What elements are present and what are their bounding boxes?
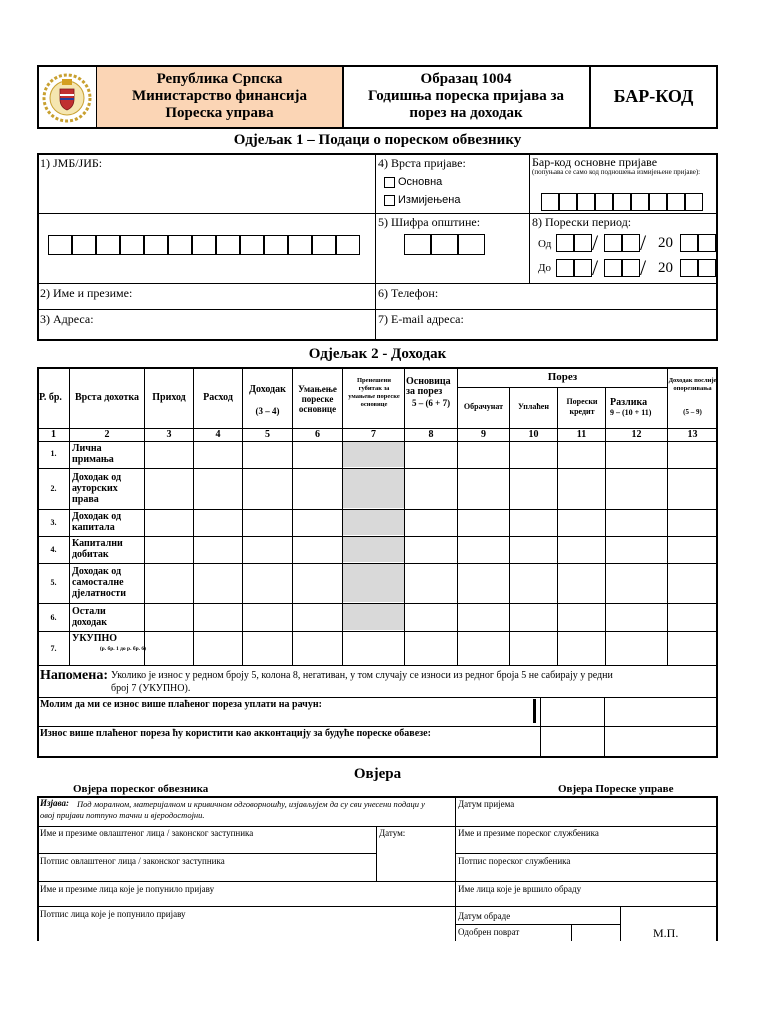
filler-signature-label[interactable]: Потпис лица које је попунило пријаву — [40, 909, 186, 919]
section2-title: Одјељак 2 - Доходак — [308, 346, 447, 362]
col-rb-header: Р. бр. — [39, 392, 62, 403]
advance-input[interactable] — [541, 728, 716, 756]
jmb-label: 1) ЈМБ/ЈИБ: — [40, 156, 103, 170]
col-calculated-header: Обрачунат — [463, 402, 504, 411]
name-label[interactable]: 2) Име и презиме: — [40, 286, 133, 300]
row-label-other: Остали доходак — [72, 606, 107, 628]
row-label-copyright: Доходак од ауторских права — [72, 472, 122, 505]
col-number: 8 — [428, 429, 434, 440]
refund-label: Молим да ми се износ више плаћеног пореза уплати на рачун: — [40, 699, 322, 710]
col-number: 12 — [631, 429, 642, 440]
col-difference-header: Разлика — [610, 397, 648, 408]
advance-label: Износ више плаћеног пореза ћу користити као акконтацију за будуће пореске обавезе: — [40, 728, 431, 739]
col-base-formula: 5 – (6 + 7) — [411, 398, 451, 408]
col-number: 10 — [528, 429, 539, 440]
col-difference-formula: 9 – (10 + 11) — [610, 408, 652, 417]
tax-period-label: 8) Порески период: — [532, 215, 632, 229]
row-label-capital: Доходак од капитала — [72, 511, 122, 533]
officer-signature-label[interactable]: Потпис пореског службеника — [458, 856, 571, 866]
barcode-header: БАР-КОД — [613, 86, 694, 106]
col-number: 13 — [687, 429, 698, 440]
row-label-total: УКУПНО — [72, 633, 118, 644]
col-losses-header: Пренешени губитак за умањење пореске основице — [348, 377, 400, 408]
original-barcode-note: (попуњава се само код подношења измијењене пријаве): — [532, 168, 701, 176]
amended-return-label: Измијењена — [398, 194, 461, 206]
col-number: 11 — [576, 429, 587, 440]
tax-office-name: Пореска управа — [165, 105, 274, 121]
row-number: 7. — [50, 644, 57, 653]
col-after-tax-header: Доходак послије опорезивања — [668, 377, 717, 392]
amended-return-checkbox[interactable] — [384, 195, 395, 206]
col-base-header: Основица за порез — [406, 376, 451, 397]
row-number: 1. — [50, 449, 57, 458]
total-note: (р. бр. 1 до р. бр. 6) — [99, 646, 146, 652]
representative-signature-label[interactable]: Потпис овлаштеног лица / законског заступника — [40, 856, 225, 866]
row-label-salary: Лична примања — [72, 443, 114, 465]
col-number: 4 — [215, 429, 221, 440]
section1-title: Одјељак 1 – Подаци о пореском обвезнику — [233, 132, 522, 148]
col-credit-header: Порески кредит — [566, 397, 598, 416]
officer-name-label[interactable]: Име и презиме пореског службеника — [458, 828, 599, 838]
ministry-name: Министарство финансија — [131, 88, 307, 104]
row-number: 5. — [50, 578, 57, 587]
row-label-capital-gain: Капитални добитак — [72, 538, 123, 560]
row-number: 3. — [50, 518, 57, 527]
original-barcode-label: Бар-код основне пријаве — [532, 155, 658, 169]
row-number: 2. — [50, 484, 57, 493]
refund-account-input[interactable] — [541, 699, 716, 725]
col-reductions-header: Умањење пореске основице — [298, 384, 337, 414]
statement-label: Изјава: — [40, 798, 69, 808]
row-label-self-employment: Доходак од самосталне дјелатности — [72, 566, 126, 599]
original-return-checkbox[interactable] — [384, 177, 395, 188]
col-number: 5 — [265, 429, 270, 440]
address-label[interactable]: 3) Адреса: — [40, 312, 94, 326]
statement-text-line1: Под моралном, материјалном и кривичном одговорношћу, изјављујем да су сви унесени подаци у — [77, 799, 425, 809]
representative-name-label[interactable]: Име и презиме овлаштеног лица / законског заступника — [40, 828, 254, 838]
statement-text-line2: овој пријави потпуно тачни и вјеродостојни. — [40, 810, 205, 820]
col-paid-header: Уплаћен — [518, 402, 549, 411]
col-profit-header: Доходак — [249, 384, 286, 395]
return-type-label: 4) Врста пријаве: — [378, 156, 466, 170]
row-number: 4. — [50, 545, 57, 554]
org-name: Република Српска — [156, 71, 283, 87]
col-income-header: Приход — [152, 392, 186, 403]
original-return-label: Основна — [398, 176, 443, 188]
col-type-header: Врста дохотка — [74, 392, 140, 403]
phone-label[interactable]: 6) Телефон: — [378, 286, 439, 300]
verification-title: Овјера — [353, 766, 402, 782]
processing-date-label[interactable]: Датум обраде — [458, 911, 511, 921]
processor-name-label[interactable]: Име лица које је вршило обраду — [458, 884, 582, 894]
col-number: 1 — [51, 429, 56, 440]
municipality-label: 5) Шифра општине: — [378, 215, 481, 229]
col-profit-formula: (3 – 4) — [255, 406, 280, 416]
date-label[interactable]: Датум: — [379, 828, 406, 838]
tax-group-header: Порез — [547, 371, 578, 383]
note-text-line2: број 7 (УКУПНО). — [111, 683, 191, 694]
col-number: 2 — [104, 429, 110, 440]
col-number: 9 — [481, 429, 486, 440]
form-title-line1: Годишња пореска пријава за — [367, 88, 565, 104]
form-title-line2: порез на доходак — [409, 105, 523, 121]
note-label: Напомена: — [40, 668, 108, 683]
col-number: 7 — [371, 429, 376, 440]
taxpayer-verification-title: Овјера пореског обвезника — [73, 783, 209, 795]
stamp-label: М.П. — [653, 926, 679, 940]
period-to-label: До — [538, 262, 552, 274]
refund-approved-label[interactable]: Одобрен поврат — [458, 927, 520, 937]
email-label[interactable]: 7) E-mail адреса: — [378, 312, 464, 326]
coat-of-arms-icon — [40, 69, 94, 125]
filler-name-label[interactable]: Име и презиме лица које је попунило пријаву — [40, 884, 215, 894]
col-after-tax-formula: (5 – 9) — [683, 408, 702, 416]
col-expense-header: Расход — [203, 392, 233, 403]
note-text-line1: Уколико је износ у редном броју 5, колона 8, негативан, у том случају се износи из редног броја 5 не сабирају у редни — [111, 670, 613, 681]
period-from-label: Од — [538, 238, 552, 250]
col-number: 3 — [166, 429, 172, 440]
tax-office-verification-title: Овјера Пореске управе — [558, 783, 674, 795]
row-number: 6. — [50, 613, 57, 622]
receipt-date-label[interactable]: Датум пријема — [458, 799, 515, 809]
form-number: Образац 1004 — [420, 71, 512, 87]
col-number: 6 — [315, 429, 320, 440]
